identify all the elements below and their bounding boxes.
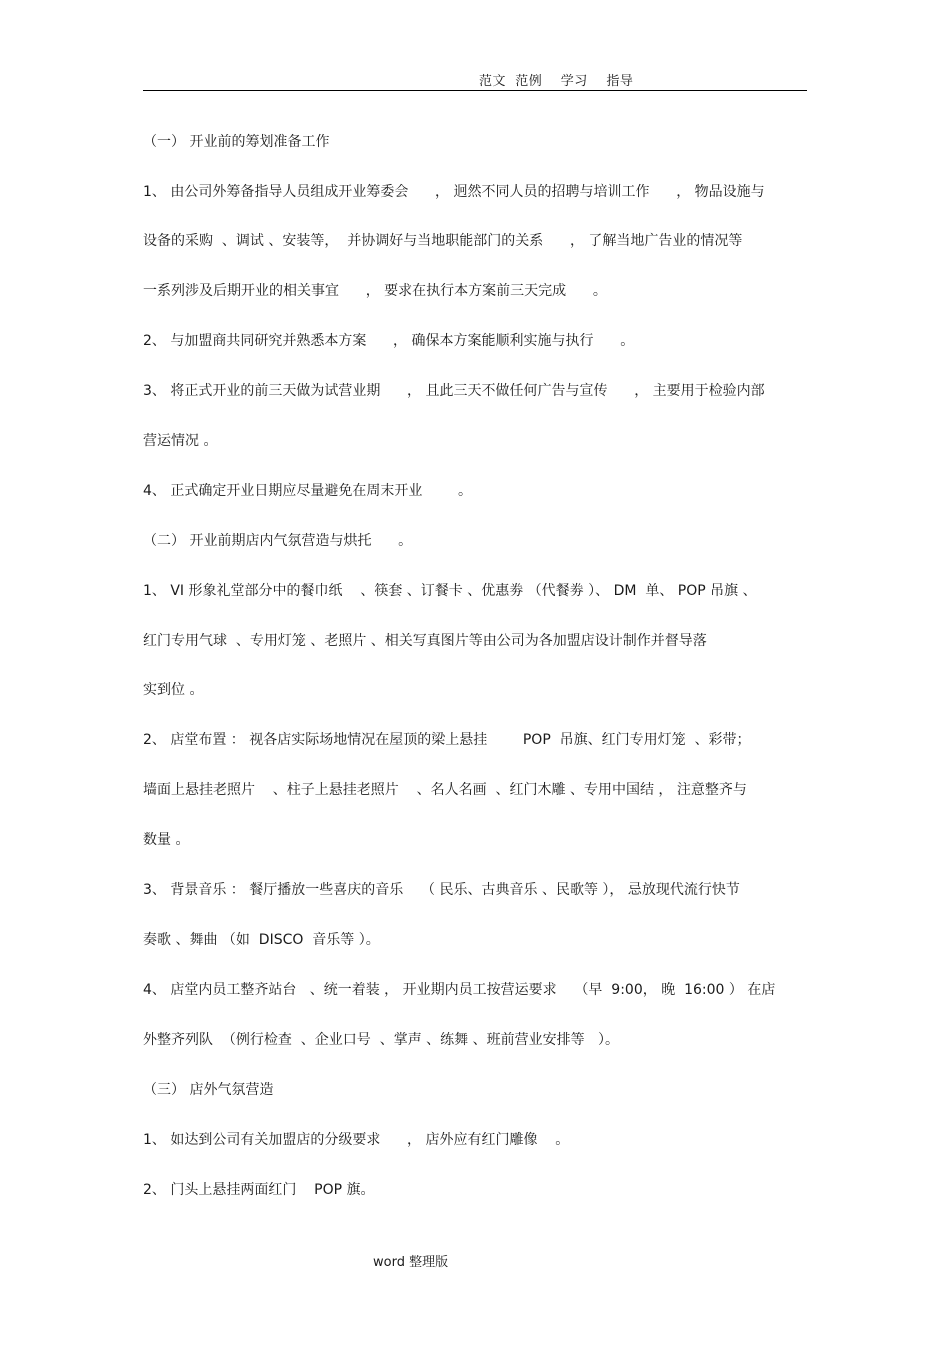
- paragraph-line: 外整齐列队 （例行检查 、企业口号 、掌声 、练舞 、班前营业安排等 ）。: [143, 1032, 619, 1048]
- paragraph-line: 红门专用气球 、专用灯笼 、老照片 、相关写真图片等由公司为各加盟店设计制作并督导落: [143, 633, 707, 649]
- paragraph-line: 实到位 。: [143, 682, 204, 698]
- paragraph-line: 2、 店堂布置 ： 视各店实际场地情况在屋顶的梁上悬挂 POP 吊旗、红门专用灯笼 、彩带；: [143, 732, 751, 748]
- paragraph-line: 一系列涉及后期开业的相关事宜 ， 要求在执行本方案前三天完成 。: [143, 283, 607, 299]
- paragraph-line: 3、 背景音乐 ： 餐厅播放一些喜庆的音乐 （ 民乐、古典音乐 、民歌等 ）， 忌放现代流行快节: [143, 882, 740, 898]
- paragraph-line: 4、 店堂内员工整齐站台 、统一着装 ， 开业期内员工按营运要求 （早 9:00， 晚 16:00 ） 在店: [143, 982, 776, 998]
- paragraph-line: 4、 正式确定开业日期应尽量避免在周末开业 。: [143, 483, 472, 499]
- paragraph-line: 1、 如达到公司有关加盟店的分级要求 ， 店外应有红门雕像 。: [143, 1132, 570, 1148]
- header-text: 范文 范例 学习 指导: [479, 74, 634, 89]
- page-header: [143, 68, 807, 91]
- section-heading-3: （三） 店外气氛营造: [143, 1082, 274, 1098]
- section-heading-1: （一） 开业前的筹划准备工作: [143, 134, 330, 150]
- paragraph-line: 3、 将正式开业的前三天做为试营业期 ， 且此三天不做任何广告与宣传 ， 主要用于检验内部: [143, 383, 765, 399]
- paragraph-line: 营运情况 。: [143, 433, 218, 449]
- paragraph-line: 墙面上悬挂老照片 、柱子上悬挂老照片 、名人名画 、红门木雕 、专用中国结 ， 注意整齐与: [143, 782, 747, 798]
- paragraph-line: 2、 门头上悬挂两面红门 POP 旗。: [143, 1182, 375, 1198]
- paragraph-line: 1、 VI 形象礼堂部分中的餐巾纸 、筷套 、订餐卡 、优惠劵 （代餐劵 ）、 DM 单、 POP 吊旗 、: [143, 583, 757, 599]
- paragraph-line: 设备的采购 、调试 、安装等， 并协调好与当地职能部门的关系 ， 了解当地广告业的情况等: [143, 233, 743, 249]
- paragraph-line: 1、 由公司外筹备指导人员组成开业筹委会 ， 迥然不同人员的招聘与培训工作 ， 物品设施与: [143, 184, 765, 200]
- paragraph-line: 2、 与加盟商共同研究并熟悉本方案 ， 确保本方案能顺利实施与执行 。: [143, 333, 635, 349]
- page-footer: word 整理版: [373, 1255, 449, 1270]
- paragraph-line: 奏歌 、舞曲 （如 DISCO 音乐等 ）。: [143, 932, 380, 948]
- section-heading-2: （二） 开业前期店内气氛营造与烘托 。: [143, 533, 413, 549]
- paragraph-line: 数量 。: [143, 832, 190, 848]
